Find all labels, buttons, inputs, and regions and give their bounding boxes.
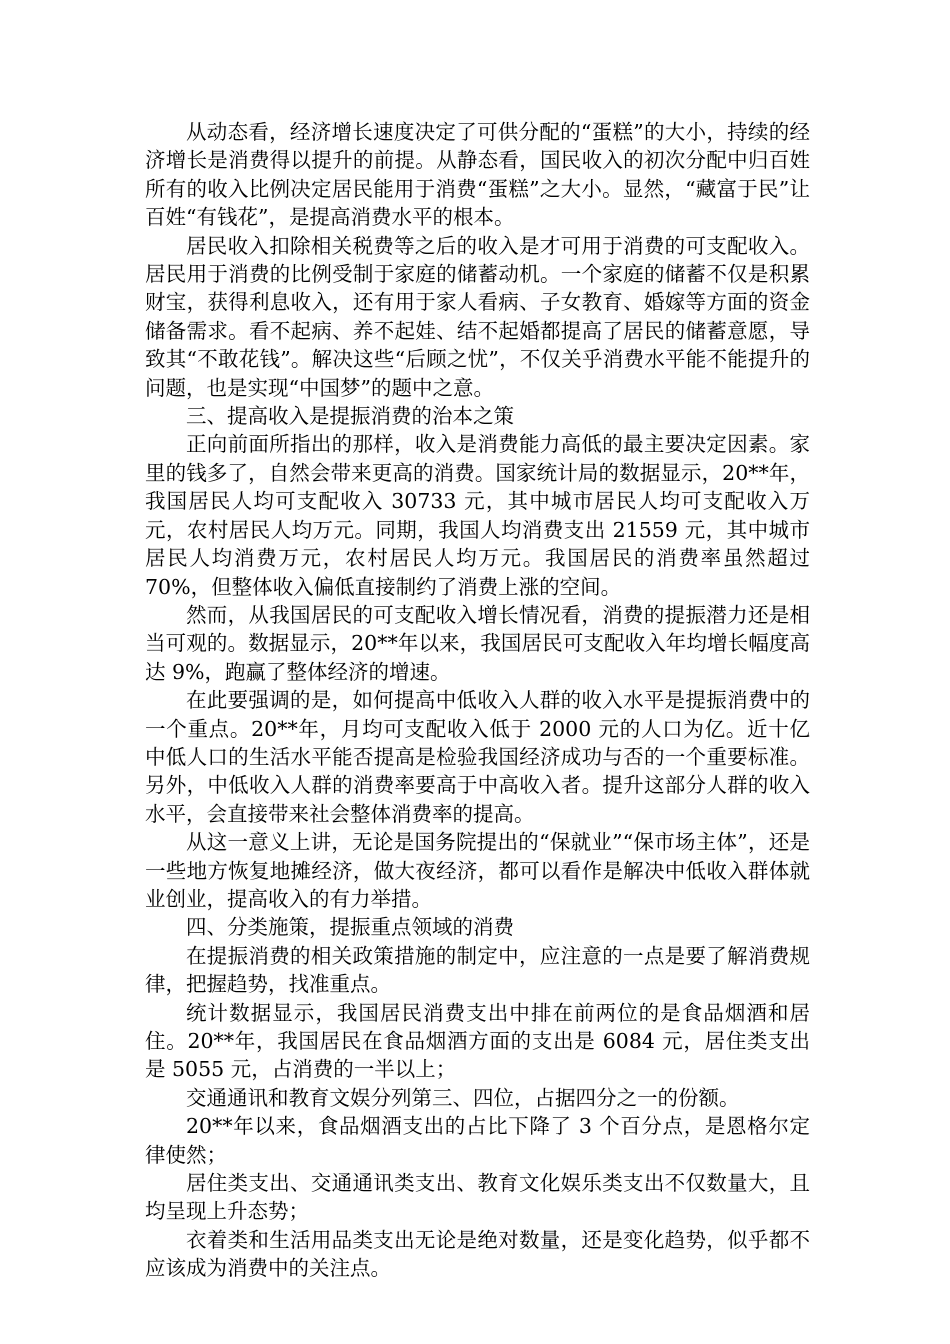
paragraph-transport-education: 交通通讯和教育文娱分列第三、四位，占据四分之一的份额。 (186, 1085, 740, 1110)
paragraph-rising-categories: 居住类支出、交通通讯类支出、教育文化娱乐类支出不仅数量大，且均呈现上升态势； (145, 1171, 810, 1224)
paragraph-income-determinant: 正向前面所指出的那样，收入是消费能力高低的最主要决定因素。家里的钱多了，自然会带来更高的消费。国家统计局的数据显示，20**年，我国居民人均可支配收入 30733 元，其中城市居民人均可支配收入万元，农村居民人均万元。同期，我国人均消费支出 21559 元，其中城市居民人均消费万元，农村居民人均万元。我国居民的消费率虽然超过 70%，但整体收入偏低直接制约了消费上涨的空间。 (145, 432, 810, 599)
paragraph-policy-focus: 在提振消费的相关政策措施的制定中，应注意的一点是要了解消费规律，把握趋势，找准重点。 (145, 943, 810, 997)
paragraph-employment-measures: 从这一意义上讲，无论是国务院提出的“保就业”“保市场主体”，还是一些地方恢复地摊经济，做大夜经济，都可以看作是解决中低收入群体就业创业，提高收入的有力举措。 (145, 830, 810, 911)
paragraph-growth-potential: 然而，从我国居民的可支配收入增长情况看，消费的提振潜力还是相当可观的。数据显示，20**年以来，我国居民可支配收入年均增长幅度高达 9%，跑赢了整体经济的增速。 (145, 602, 810, 684)
paragraph-food-share: 20**年以来，食品烟酒支出的占比下降了 3 个百分点，是恩格尔定律使然； (145, 1114, 810, 1167)
paragraph-dynamic-static: 从动态看，经济增长速度决定了可供分配的“蛋糕”的大小，持续的经济增长是消费得以提升的前提。从静态看，国民收入的初次分配中归百姓所有的收入比例决定居民能用于消费“蛋糕”之大小。显然，“藏富于民”让百姓“有钱花”，是提高消费水平的根本。 (145, 120, 810, 230)
paragraph-disposable-income: 居民收入扣除相关税费等之后的收入是才可用于消费的可支配收入。居民用于消费的比例受制于家庭的储蓄动机。一个家庭的储蓄不仅是积累财宝，获得利息收入，还有用于家人看病、子女教育、婚嫁等方面的资金储备需求。看不起病、养不起娃、结不起婚都提高了居民的储蓄意愿，导致其“不敢花钱”。解决这些“后顾之忧”，不仅关乎消费水平能不能提升的问题，也是实现“中国梦”的题中之意。 (145, 233, 810, 400)
document-body (145, 118, 810, 1283)
section-heading-4: 四、分类施策，提振重点领域的消费 (186, 915, 514, 940)
paragraph-clothing-goods: 衣着类和生活用品类支出无论是绝对数量，还是变化趋势，似乎都不应该成为消费中的关注点。 (145, 1227, 810, 1281)
paragraph-low-income-focus: 在此要强调的是，如何提高中低收入人群的收入水平是提振消费中的一个重点。20**年，月均可支配收入低于 2000 元的人口为亿。近十亿中低人口的生活水平能否提高是检验我国经济成功与否的一个重要标准。另外，中低收入人群的消费率要高于中高收入者。提升这部分人群的收入水平，会直接带来社会整体消费率的提高。 (145, 688, 810, 826)
paragraph-spending-ranking: 统计数据显示，我国居民消费支出中排在前两位的是食品烟酒和居住。20**年，我国居民在食品烟酒方面的支出是 6084 元，居住类支出是 5055 元，占消费的一半以上； (145, 1000, 810, 1082)
section-heading-3: 三、提高收入是提振消费的治本之策 (186, 404, 514, 429)
